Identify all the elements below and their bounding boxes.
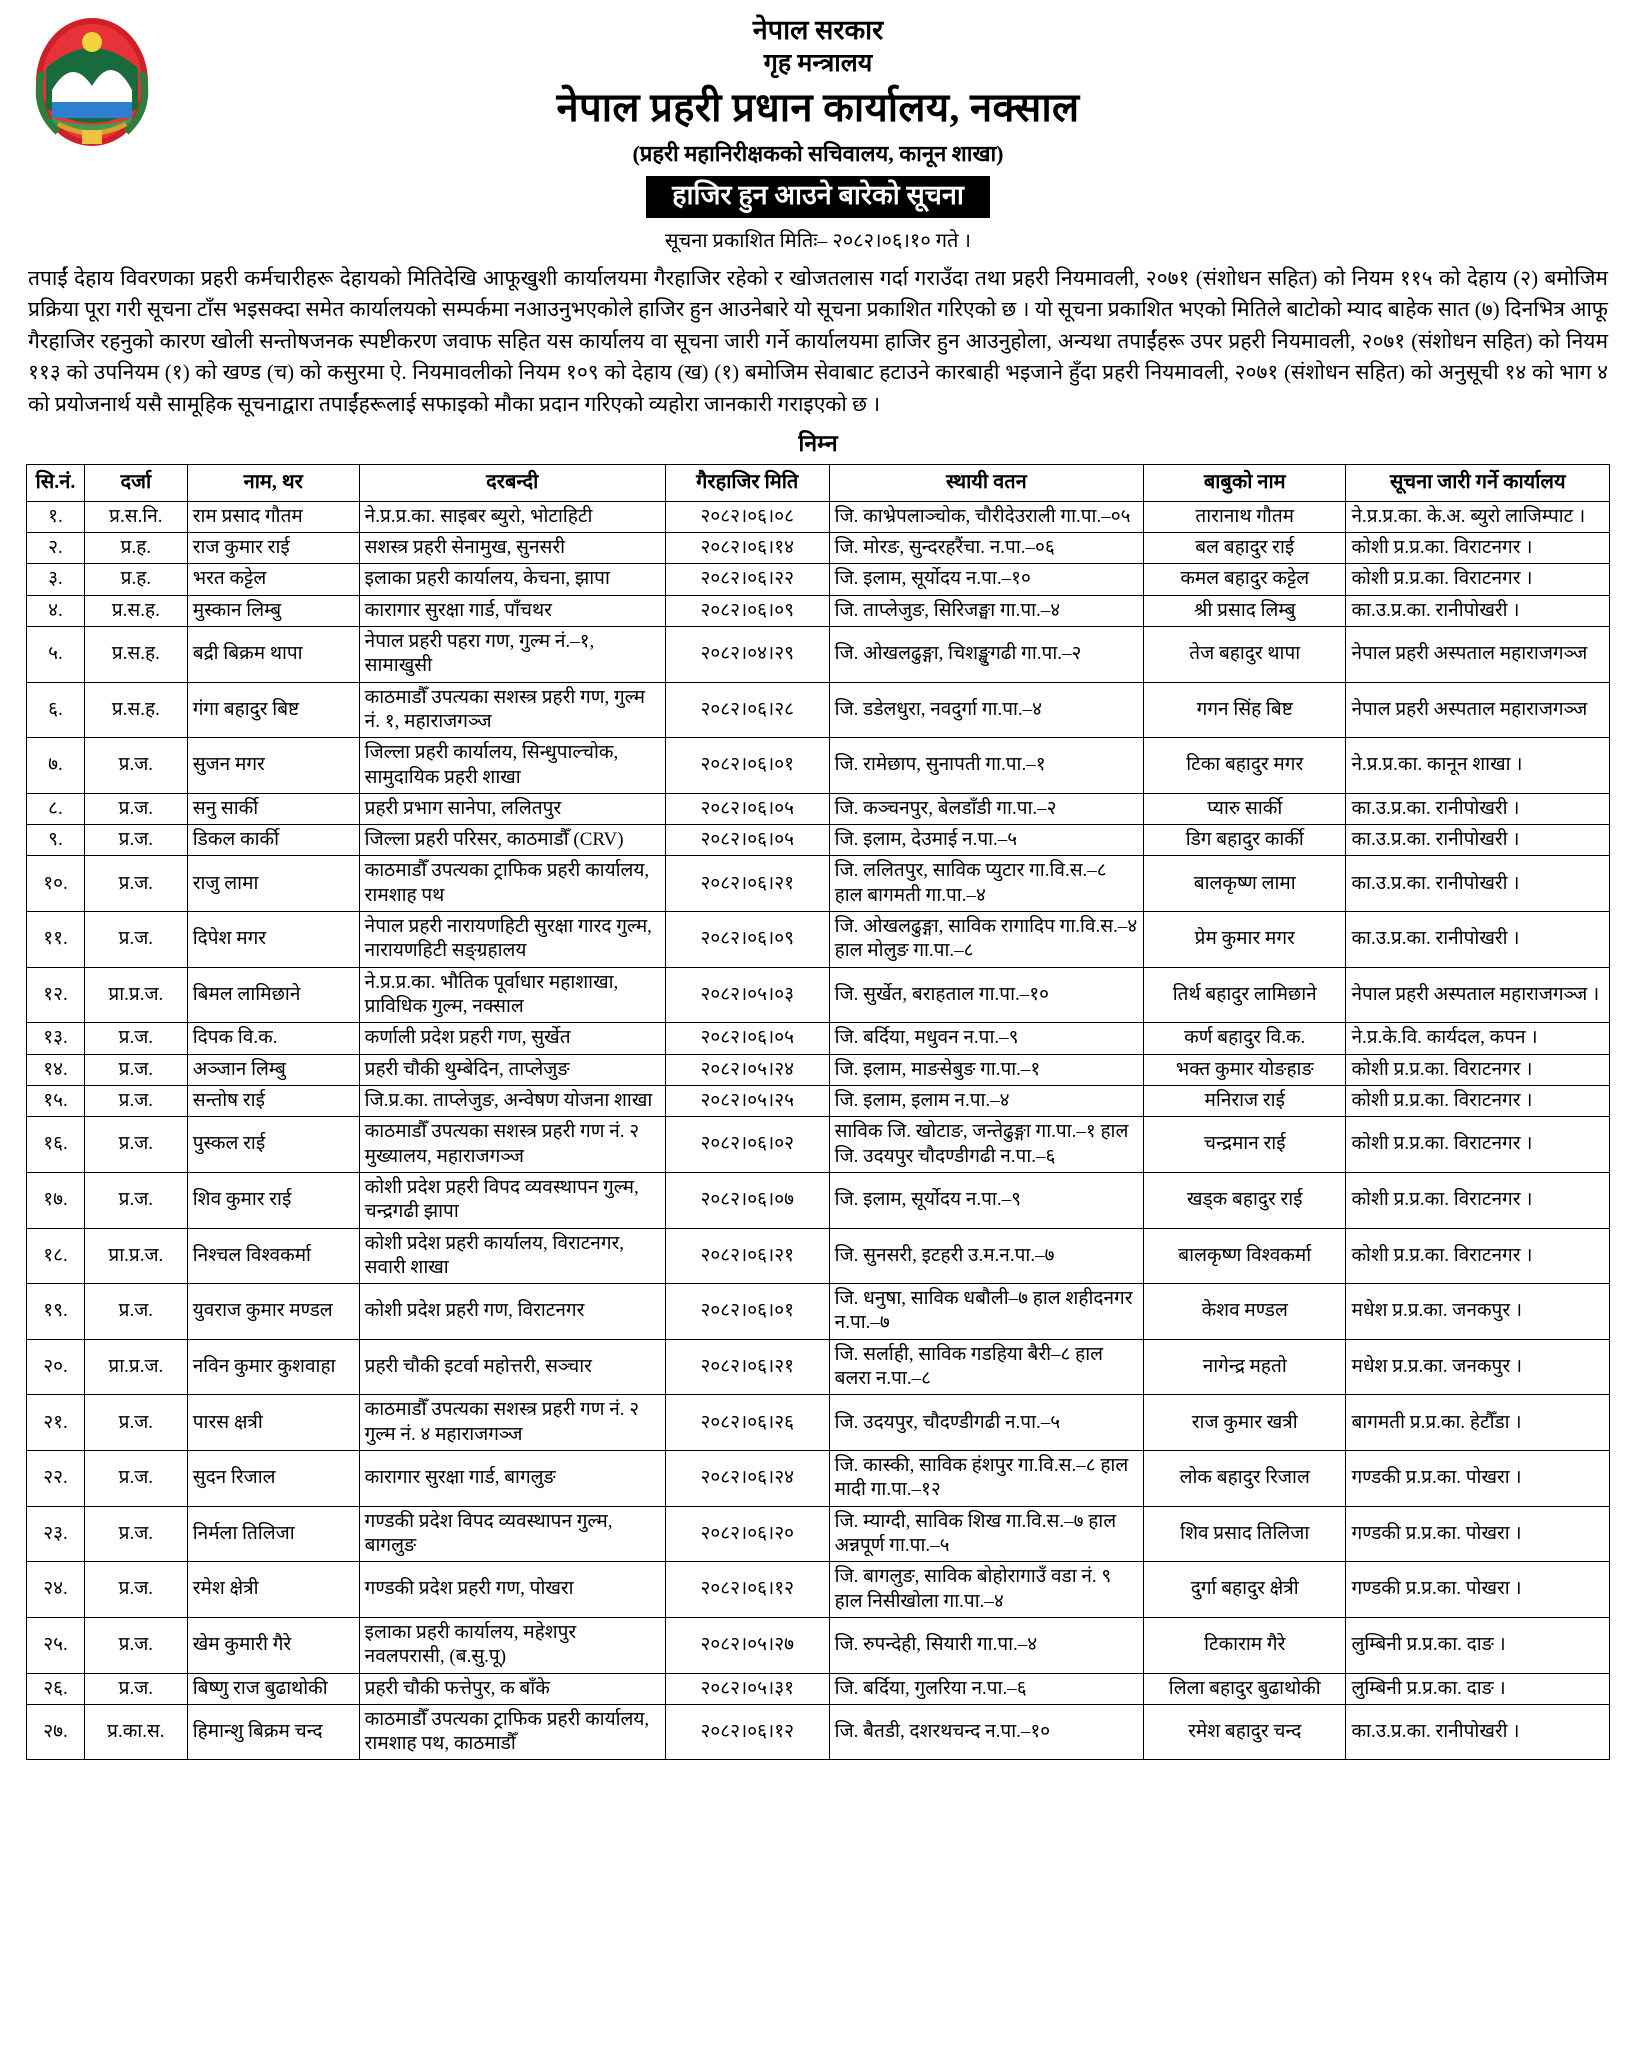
cell-sn: १. <box>27 501 85 532</box>
cell-father-name: श्री प्रसाद लिम्बु <box>1144 595 1346 626</box>
cell-rank: प्र.ज. <box>84 1085 187 1116</box>
cell-rank: प्र.का.स. <box>84 1704 187 1760</box>
cell-permanent-address: जि. ताप्लेजुङ, सिरिजङ्घा गा.पा.–४ <box>829 595 1143 626</box>
cell-issuing-office: ने.प्र.प्र.का. के.अ. ब्युरो लाजिम्पाट । <box>1346 501 1610 532</box>
cell-absent-date: २०८२।०६।०१ <box>665 738 829 794</box>
government-line: नेपाल सरकार <box>752 15 884 45</box>
cell-issuing-office: लुम्बिनी प्र.प्र.का. दाङ । <box>1346 1617 1610 1673</box>
cell-issuing-office: का.उ.प्र.का. रानीपोखरी । <box>1346 793 1610 824</box>
cell-sn: १०. <box>27 856 85 912</box>
table-row <box>27 793 1610 824</box>
table-row <box>27 1395 1610 1451</box>
cell-issuing-office: कोशी प्र.प्र.का. विराटनगर । <box>1346 1085 1610 1116</box>
cell-sn: ७. <box>27 738 85 794</box>
cell-rank: प्र.ज. <box>84 1117 187 1173</box>
cell-absent-date: २०८२।०६।२२ <box>665 564 829 595</box>
cell-post: प्रहरी चौकी फत्तेपुर, क बाँके <box>359 1673 665 1704</box>
cell-post: प्रहरी प्रभाग सानेपा, ललितपुर <box>359 793 665 824</box>
cell-issuing-office: नेपाल प्रहरी अस्पताल महाराजगञ्ज <box>1346 682 1610 738</box>
cell-absent-date: २०८२।०६।०९ <box>665 912 829 968</box>
cell-absent-date: २०८२।०४।२९ <box>665 626 829 682</box>
cell-absent-date: २०८२।०५।३१ <box>665 1673 829 1704</box>
cell-permanent-address: जि. उदयपुर, चौदण्डीगढी न.पा.–५ <box>829 1395 1143 1451</box>
cell-name: भरत कट्टेल <box>187 564 359 595</box>
cell-issuing-office: का.उ.प्र.का. रानीपोखरी । <box>1346 1704 1610 1760</box>
cell-post: कारागार सुरक्षा गार्ड, पाँचथर <box>359 595 665 626</box>
cell-name: बिष्णु राज बुढाथोकी <box>187 1673 359 1704</box>
cell-issuing-office: कोशी प्र.प्र.का. विराटनगर । <box>1346 1172 1610 1228</box>
cell-absent-date: २०८२।०६।०५ <box>665 793 829 824</box>
cell-name: बद्री बिक्रम थापा <box>187 626 359 682</box>
column-header-issuing-office: सूचना जारी गर्ने कार्यालय <box>1346 465 1610 502</box>
cell-father-name: डिग बहादुर कार्की <box>1144 825 1346 856</box>
table-row <box>27 856 1610 912</box>
cell-post: जिल्ला प्रहरी परिसर, काठमाडौँ (CRV) <box>359 825 665 856</box>
cell-issuing-office: मधेश प्र.प्र.का. जनकपुर । <box>1346 1339 1610 1395</box>
cell-absent-date: २०८२।०६।२१ <box>665 1339 829 1395</box>
cell-absent-date: २०८२।०५।२४ <box>665 1054 829 1085</box>
cell-sn: ३. <box>27 564 85 595</box>
cell-absent-date: २०८२।०६।१२ <box>665 1704 829 1760</box>
table-row <box>27 825 1610 856</box>
table-row <box>27 501 1610 532</box>
cell-rank: प्रा.प्र.ज. <box>84 1339 187 1395</box>
cell-rank: प्र.ज. <box>84 738 187 794</box>
cell-name: राम प्रसाद गौतम <box>187 501 359 532</box>
cell-post: जिल्ला प्रहरी कार्यालय, सिन्धुपाल्चोक, सामुदायिक प्रहरी शाखा <box>359 738 665 794</box>
office-title: नेपाल प्रहरी प्रधान कार्यालय, नक्साल <box>556 85 1080 131</box>
cell-issuing-office: कोशी प्र.प्र.का. विराटनगर । <box>1346 1228 1610 1284</box>
cell-name: दिपेश मगर <box>187 912 359 968</box>
table-row <box>27 738 1610 794</box>
cell-permanent-address: जि. ओखलढुङ्गा, साविक रागादिप गा.वि.स.–४ हाल मोलुङ गा.पा.–८ <box>829 912 1143 968</box>
cell-rank: प्र.स.ह. <box>84 626 187 682</box>
cell-absent-date: २०८२।०६।०८ <box>665 501 829 532</box>
cell-issuing-office: का.उ.प्र.का. रानीपोखरी । <box>1346 856 1610 912</box>
table-row <box>27 1451 1610 1507</box>
cell-issuing-office: लुम्बिनी प्र.प्र.का. दाङ । <box>1346 1673 1610 1704</box>
table-row <box>27 626 1610 682</box>
cell-rank: प्र.ज. <box>84 1395 187 1451</box>
cell-sn: १३. <box>27 1023 85 1054</box>
cell-name: हिमान्शु बिक्रम चन्द <box>187 1704 359 1760</box>
cell-sn: ९. <box>27 825 85 856</box>
cell-father-name: टिकाराम गैरे <box>1144 1617 1346 1673</box>
cell-rank: प्र.ज. <box>84 1023 187 1054</box>
cell-issuing-office: का.उ.प्र.का. रानीपोखरी । <box>1346 912 1610 968</box>
table-row <box>27 1172 1610 1228</box>
cell-sn: २. <box>27 533 85 564</box>
cell-sn: २४. <box>27 1562 85 1618</box>
cell-father-name: बालकृष्ण विश्वकर्मा <box>1144 1228 1346 1284</box>
cell-permanent-address: जि. मोरङ, सुन्दरहरैंचा. न.पा.–०६ <box>829 533 1143 564</box>
cell-rank: प्रा.प्र.ज. <box>84 1228 187 1284</box>
cell-absent-date: २०८२।०५।२५ <box>665 1085 829 1116</box>
cell-issuing-office: कोशी प्र.प्र.का. विराटनगर । <box>1346 1054 1610 1085</box>
cell-post: गण्डकी प्रदेश प्रहरी गण, पोखरा <box>359 1562 665 1618</box>
cell-rank: प्र.स.ह. <box>84 682 187 738</box>
cell-father-name: कर्ण बहादुर वि.क. <box>1144 1023 1346 1054</box>
nepal-government-emblem-icon <box>32 12 152 152</box>
table-row <box>27 682 1610 738</box>
cell-rank: प्र.ज. <box>84 1673 187 1704</box>
table-row <box>27 1673 1610 1704</box>
office-subtitle: (प्रहरी महानिरीक्षकको सचिवालय, कानून शाखा) <box>632 141 1004 167</box>
cell-father-name: कमल बहादुर कट्टेल <box>1144 564 1346 595</box>
cell-issuing-office: मधेश प्र.प्र.का. जनकपुर । <box>1346 1284 1610 1340</box>
cell-absent-date: २०८२।०६।०१ <box>665 1284 829 1340</box>
cell-rank: प्र.ज. <box>84 825 187 856</box>
cell-issuing-office: कोशी प्र.प्र.का. विराटनगर । <box>1346 1117 1610 1173</box>
cell-post: नेपाल प्रहरी नारायणहिटी सुरक्षा गारद गुल्म, नारायणहिटी सङ्ग्रहालय <box>359 912 665 968</box>
cell-name: गंगा बहादुर बिष्ट <box>187 682 359 738</box>
cell-sn: १६. <box>27 1117 85 1173</box>
cell-permanent-address: जि. इलाम, सूर्योदय न.पा.–१० <box>829 564 1143 595</box>
cell-sn: २७. <box>27 1704 85 1760</box>
cell-name: सन्तोष राई <box>187 1085 359 1116</box>
publish-date: सूचना प्रकाशित मितिः– २०८२।०६।१० गते । <box>665 229 971 252</box>
cell-permanent-address: जि. बैतडी, दशरथचन्द न.पा.–१० <box>829 1704 1143 1760</box>
cell-rank: प्र.स.नि. <box>84 501 187 532</box>
table-row <box>27 564 1610 595</box>
cell-post: कोशी प्रदेश प्रहरी कार्यालय, विराटनगर, सवारी शाखा <box>359 1228 665 1284</box>
cell-post: इलाका प्रहरी कार्यालय, महेशपुर नवलपरासी, (ब.सु.पू) <box>359 1617 665 1673</box>
table-row <box>27 967 1610 1023</box>
cell-father-name: लोक बहादुर रिजाल <box>1144 1451 1346 1507</box>
cell-post: इलाका प्रहरी कार्यालय, केचना, झापा <box>359 564 665 595</box>
table-row <box>27 1117 1610 1173</box>
cell-permanent-address: जि. इलाम, माङसेबुङ गा.पा.–१ <box>829 1054 1143 1085</box>
cell-father-name: भक्त कुमार योङहाङ <box>1144 1054 1346 1085</box>
cell-sn: १५. <box>27 1085 85 1116</box>
cell-father-name: बल बहादुर राई <box>1144 533 1346 564</box>
cell-permanent-address: जि. कञ्चनपुर, बेलडाँडी गा.पा.–२ <box>829 793 1143 824</box>
cell-issuing-office: ने.प्र.के.वि. कार्यदल, कपन । <box>1346 1023 1610 1054</box>
document-header <box>26 10 1610 253</box>
cell-post: नेपाल प्रहरी पहरा गण, गुल्म नं.–१, सामाखुसी <box>359 626 665 682</box>
cell-sn: ५. <box>27 626 85 682</box>
cell-name: युवराज कुमार मण्डल <box>187 1284 359 1340</box>
cell-rank: प्र.ज. <box>84 1506 187 1562</box>
cell-absent-date: २०८२।०६।०७ <box>665 1172 829 1228</box>
cell-permanent-address: जि. ओखलढुङ्गा, चिशङ्खुगढी गा.पा.–२ <box>829 626 1143 682</box>
table-row <box>27 595 1610 626</box>
cell-father-name: प्यारु सार्की <box>1144 793 1346 824</box>
cell-father-name: दुर्गा बहादुर क्षेत्री <box>1144 1562 1346 1618</box>
cell-post: कोशी प्रदेश प्रहरी गण, विराटनगर <box>359 1284 665 1340</box>
cell-permanent-address: जि. सर्लाही, साविक गडहिया बैरी–८ हाल बलरा न.पा.–८ <box>829 1339 1143 1395</box>
cell-post: काठमाडौँ उपत्यका सशस्त्र प्रहरी गण नं. २ मुख्यालय, महाराजगञ्ज <box>359 1117 665 1173</box>
column-header-post: दरबन्दी <box>359 465 665 502</box>
cell-post: ने.प्र.प्र.का. भौतिक पूर्वाधार महाशाखा, प्राविधिक गुल्म, नक्साल <box>359 967 665 1023</box>
table-row <box>27 1562 1610 1618</box>
cell-post: काठमाडौँ उपत्यका सशस्त्र प्रहरी गण नं. २ गुल्म नं. ४ महाराजगञ्ज <box>359 1395 665 1451</box>
cell-post: कर्णाली प्रदेश प्रहरी गण, सुर्खेत <box>359 1023 665 1054</box>
cell-rank: प्र.ह. <box>84 533 187 564</box>
cell-name: सुजन मगर <box>187 738 359 794</box>
table-row <box>27 1054 1610 1085</box>
cell-post: गण्डकी प्रदेश विपद व्यवस्थापन गुल्म, बागलुङ <box>359 1506 665 1562</box>
cell-post: काठमाडौँ उपत्यका ट्राफिक प्रहरी कार्यालय, रामशाह पथ, काठमाडौँ <box>359 1704 665 1760</box>
cell-name: सुदन रिजाल <box>187 1451 359 1507</box>
cell-permanent-address: जि. कास्की, साविक हंशपुर गा.वि.स.–८ हाल मादी गा.पा.–१२ <box>829 1451 1143 1507</box>
cell-name: सनु सार्की <box>187 793 359 824</box>
notice-title: हाजिर हुन आउने बारेको सूचना <box>646 176 990 217</box>
column-header-permanent-address: स्थायी वतन <box>829 465 1143 502</box>
cell-father-name: तारानाथ गौतम <box>1144 501 1346 532</box>
cell-sn: २१. <box>27 1395 85 1451</box>
cell-father-name: नागेन्द्र महतो <box>1144 1339 1346 1395</box>
cell-post: सशस्त्र प्रहरी सेनामुख, सुनसरी <box>359 533 665 564</box>
cell-post: कोशी प्रदेश प्रहरी विपद व्यवस्थापन गुल्म, चन्द्रगढी झापा <box>359 1172 665 1228</box>
notice-body-paragraph: तपाईं देहाय विवरणका प्रहरी कर्मचारीहरू देहायको मितिदेखि आफूखुशी कार्यालयमा गैरहाजिर रहेको र खोजतलास गर्दा गराउँदा तथा प्रहरी नियमावली, २०७१ (संशोधन सहित) को नियम ११५ को देहाय (२) बमोजिम प्रक्रिया पूरा गरी सूचना टाँस भइसक्दा समेत कार्यालयको सम्पर्कमा नआउनुभएकोले हाजिर हुन आउनेबारे यो सूचना प्रकाशित गरिएको छ । यो सूचना प्रकाशित भएको मितिले बाटोको म्याद बाहेक सात (७) दिनभित्र आफू गैरहाजिर रहनुको कारण खोली सन्तोषजनक स्पष्टीकरण जवाफ सहित यस कार्यालय वा सूचना जारी गर्ने कार्यालयमा हाजिर हुन आउनुहोला, अन्यथा तपाईंहरू उपर प्रहरी नियमावली, २०७१ (संशोधन सहित) को नियम ११३ को उपनियम (१) को खण्ड (च) को कसुरमा ऐ. नियमावलीको नियम १०९ को देहाय (ख) (१) बमोजिम सेवाबाट हटाउने कारबाही भइजाने हुँदा प्रहरी नियमावली, २०७१ (संशोधन सहित) को अनुसूची १४ को भाग ४ को प्रयोजनार्थ यसै सामूहिक सूचनाद्वारा तपाईंहरूलाई सफाइको मौका प्रदान गरिएको व्यहोरा जानकारी गराइएको छ । <box>28 265 1608 416</box>
column-header-name: नाम, थर <box>187 465 359 502</box>
cell-permanent-address: जि. इलाम, देउमाई न.पा.–५ <box>829 825 1143 856</box>
cell-permanent-address: जि. सुनसरी, इटहरी उ.म.न.पा.–७ <box>829 1228 1143 1284</box>
cell-permanent-address: जि. बर्दिया, मधुवन न.पा.–९ <box>829 1023 1143 1054</box>
cell-father-name: खड्क बहादुर राई <box>1144 1172 1346 1228</box>
cell-absent-date: २०८२।०६।२८ <box>665 682 829 738</box>
cell-issuing-office: गण्डकी प्र.प्र.का. पोखरा । <box>1346 1562 1610 1618</box>
cell-permanent-address: जि. रामेछाप, सुनापती गा.पा.–१ <box>829 738 1143 794</box>
cell-name: डिकल कार्की <box>187 825 359 856</box>
cell-absent-date: २०८२।०६।२४ <box>665 1451 829 1507</box>
column-header-father-name: बाबुको नाम <box>1144 465 1346 502</box>
table-row <box>27 1228 1610 1284</box>
cell-father-name: राज कुमार खत्री <box>1144 1395 1346 1451</box>
cell-sn: २३. <box>27 1506 85 1562</box>
cell-sn: ४. <box>27 595 85 626</box>
cell-permanent-address: जि. रुपन्देही, सियारी गा.पा.–४ <box>829 1617 1143 1673</box>
cell-absent-date: २०८२।०६।१४ <box>665 533 829 564</box>
cell-permanent-address: जि. धनुषा, साविक धबौली–७ हाल शहीदनगर न.पा.–७ <box>829 1284 1143 1340</box>
cell-post: कारागार सुरक्षा गार्ड, बागलुङ <box>359 1451 665 1507</box>
cell-father-name: तेज बहादुर थापा <box>1144 626 1346 682</box>
cell-sn: २२. <box>27 1451 85 1507</box>
cell-sn: ६. <box>27 682 85 738</box>
cell-father-name: रमेश बहादुर चन्द <box>1144 1704 1346 1760</box>
cell-sn: २०. <box>27 1339 85 1395</box>
table-row <box>27 1284 1610 1340</box>
cell-post: प्रहरी चौकी इटर्वा महोत्तरी, सञ्चार <box>359 1339 665 1395</box>
cell-issuing-office: ने.प्र.प्र.का. कानून शाखा । <box>1346 738 1610 794</box>
cell-rank: प्र.ज. <box>84 856 187 912</box>
cell-name: रमेश क्षेत्री <box>187 1562 359 1618</box>
cell-name: अञ्जान लिम्बु <box>187 1054 359 1085</box>
cell-rank: प्र.ज. <box>84 1284 187 1340</box>
table-body <box>27 501 1610 1760</box>
cell-absent-date: २०८२।०६।०५ <box>665 825 829 856</box>
cell-sn: १४. <box>27 1054 85 1085</box>
cell-absent-date: २०८२।०५।२७ <box>665 1617 829 1673</box>
table-row <box>27 1617 1610 1673</box>
absentee-table <box>26 464 1610 1760</box>
column-header-rank: दर्जा <box>84 465 187 502</box>
cell-father-name: शिव प्रसाद तिलिजा <box>1144 1506 1346 1562</box>
cell-rank: प्र.ज. <box>84 1172 187 1228</box>
cell-sn: २६. <box>27 1673 85 1704</box>
cell-name: पुस्कल राई <box>187 1117 359 1173</box>
cell-rank: प्र.ज. <box>84 1617 187 1673</box>
ministry-line: गृह मन्त्रालय <box>763 49 873 77</box>
cell-permanent-address: जि. इलाम, सूर्योदय न.पा.–९ <box>829 1172 1143 1228</box>
table-row <box>27 1085 1610 1116</box>
cell-name: दिपक वि.क. <box>187 1023 359 1054</box>
cell-permanent-address: जि. सुर्खेत, बराहताल गा.पा.–१० <box>829 967 1143 1023</box>
cell-post: प्रहरी चौकी थुम्बेदिन, ताप्लेजुङ <box>359 1054 665 1085</box>
cell-father-name: टिका बहादुर मगर <box>1144 738 1346 794</box>
table-row <box>27 1339 1610 1395</box>
cell-name: मुस्कान लिम्बु <box>187 595 359 626</box>
cell-sn: ११. <box>27 912 85 968</box>
cell-absent-date: २०८२।०६।२१ <box>665 856 829 912</box>
cell-father-name: गगन सिंह बिष्ट <box>1144 682 1346 738</box>
table-row <box>27 533 1610 564</box>
cell-absent-date: २०८२।०६।२१ <box>665 1228 829 1284</box>
table-row <box>27 1506 1610 1562</box>
cell-issuing-office: कोशी प्र.प्र.का. विराटनगर । <box>1346 533 1610 564</box>
cell-rank: प्र.ज. <box>84 1451 187 1507</box>
cell-absent-date: २०८२।०६।०२ <box>665 1117 829 1173</box>
cell-absent-date: २०८२।०६।१२ <box>665 1562 829 1618</box>
table-row <box>27 1704 1610 1760</box>
cell-issuing-office: का.उ.प्र.का. रानीपोखरी । <box>1346 595 1610 626</box>
cell-issuing-office: नेपाल प्रहरी अस्पताल महाराजगञ्ज । <box>1346 967 1610 1023</box>
notice-title-wrapper <box>26 176 1610 217</box>
cell-father-name: लिला बहादुर बुढाथोकी <box>1144 1673 1346 1704</box>
cell-absent-date: २०८२।०५।०३ <box>665 967 829 1023</box>
cell-name: नविन कुमार कुशवाहा <box>187 1339 359 1395</box>
cell-father-name: तिर्थ बहादुर लामिछाने <box>1144 967 1346 1023</box>
cell-father-name: चन्द्रमान राई <box>1144 1117 1346 1173</box>
cell-permanent-address: जि. काभ्रेपलाञ्चोक, चौरीदेउराली गा.पा.–०५ <box>829 501 1143 532</box>
cell-rank: प्र.ह. <box>84 564 187 595</box>
cell-rank: प्र.ज. <box>84 1562 187 1618</box>
table-header <box>27 465 1610 502</box>
section-label-nimna: निम्न <box>798 431 838 457</box>
cell-rank: प्रा.प्र.ज. <box>84 967 187 1023</box>
cell-permanent-address: जि. इलाम, इलाम न.पा.–४ <box>829 1085 1143 1116</box>
table-row <box>27 912 1610 968</box>
table-row <box>27 1023 1610 1054</box>
cell-permanent-address: जि. बर्दिया, गुलरिया न.पा.–६ <box>829 1673 1143 1704</box>
cell-permanent-address: जि. बागलुङ, साविक बोहोरागाउँ वडा नं. ९ हाल निसीखोला गा.पा.–४ <box>829 1562 1143 1618</box>
cell-name: राज कुमार राई <box>187 533 359 564</box>
cell-issuing-office: गण्डकी प्र.प्र.का. पोखरा । <box>1346 1451 1610 1507</box>
cell-father-name: प्रेम कुमार मगर <box>1144 912 1346 968</box>
cell-name: शिव कुमार राई <box>187 1172 359 1228</box>
cell-permanent-address: जि. ललितपुर, साविक प्युटार गा.वि.स.–८ हाल बागमती गा.पा.–४ <box>829 856 1143 912</box>
column-header-absent-date: गैरहाजिर मिति <box>665 465 829 502</box>
cell-sn: २५. <box>27 1617 85 1673</box>
cell-sn: ८. <box>27 793 85 824</box>
cell-father-name: मनिराज राई <box>1144 1085 1346 1116</box>
cell-sn: १२. <box>27 967 85 1023</box>
column-header-sn: सि.नं. <box>27 465 85 502</box>
cell-name: खेम कुमारी गैरे <box>187 1617 359 1673</box>
cell-name: राजु लामा <box>187 856 359 912</box>
cell-name: बिमल लामिछाने <box>187 967 359 1023</box>
cell-absent-date: २०८२।०६।२० <box>665 1506 829 1562</box>
cell-sn: १९. <box>27 1284 85 1340</box>
cell-name: पारस क्षत्री <box>187 1395 359 1451</box>
cell-rank: प्र.ज. <box>84 1054 187 1085</box>
cell-father-name: केशव मण्डल <box>1144 1284 1346 1340</box>
cell-post: ने.प्र.प्र.का. साइबर ब्युरो, भोटाहिटी <box>359 501 665 532</box>
cell-absent-date: २०८२।०६।०५ <box>665 1023 829 1054</box>
cell-post: जि.प्र.का. ताप्लेजुङ, अन्वेषण योजना शाखा <box>359 1085 665 1116</box>
cell-post: काठमाडौँ उपत्यका ट्राफिक प्रहरी कार्यालय, रामशाह पथ <box>359 856 665 912</box>
cell-post: काठमाडौँ उपत्यका सशस्त्र प्रहरी गण, गुल्म नं. १, महाराजगञ्ज <box>359 682 665 738</box>
cell-rank: प्र.ज. <box>84 912 187 968</box>
cell-issuing-office: नेपाल प्रहरी अस्पताल महाराजगञ्ज <box>1346 626 1610 682</box>
cell-permanent-address: जि. डडेलधुरा, नवदुर्गा गा.पा.–४ <box>829 682 1143 738</box>
cell-name: निर्मला तिलिजा <box>187 1506 359 1562</box>
cell-absent-date: २०८२।०६।०९ <box>665 595 829 626</box>
cell-issuing-office: गण्डकी प्र.प्र.का. पोखरा । <box>1346 1506 1610 1562</box>
cell-rank: प्र.स.ह. <box>84 595 187 626</box>
cell-issuing-office: का.उ.प्र.का. रानीपोखरी । <box>1346 825 1610 856</box>
cell-absent-date: २०८२।०६।२६ <box>665 1395 829 1451</box>
cell-name: निश्चल विश्वकर्मा <box>187 1228 359 1284</box>
cell-father-name: बालकृष्ण लामा <box>1144 856 1346 912</box>
table-header-row <box>27 465 1610 502</box>
cell-sn: १८. <box>27 1228 85 1284</box>
cell-permanent-address: जि. म्याग्दी, साविक शिख गा.वि.स.–७ हाल अन्नपूर्ण गा.पा.–५ <box>829 1506 1143 1562</box>
cell-permanent-address: साविक जि. खोटाङ, जन्तेढुङ्गा गा.पा.–१ हाल जि. उदयपुर चौदण्डीगढी न.पा.–६ <box>829 1117 1143 1173</box>
cell-issuing-office: बागमती प्र.प्र.का. हेटौँडा । <box>1346 1395 1610 1451</box>
cell-sn: १७. <box>27 1172 85 1228</box>
cell-issuing-office: कोशी प्र.प्र.का. विराटनगर । <box>1346 564 1610 595</box>
cell-rank: प्र.ज. <box>84 793 187 824</box>
